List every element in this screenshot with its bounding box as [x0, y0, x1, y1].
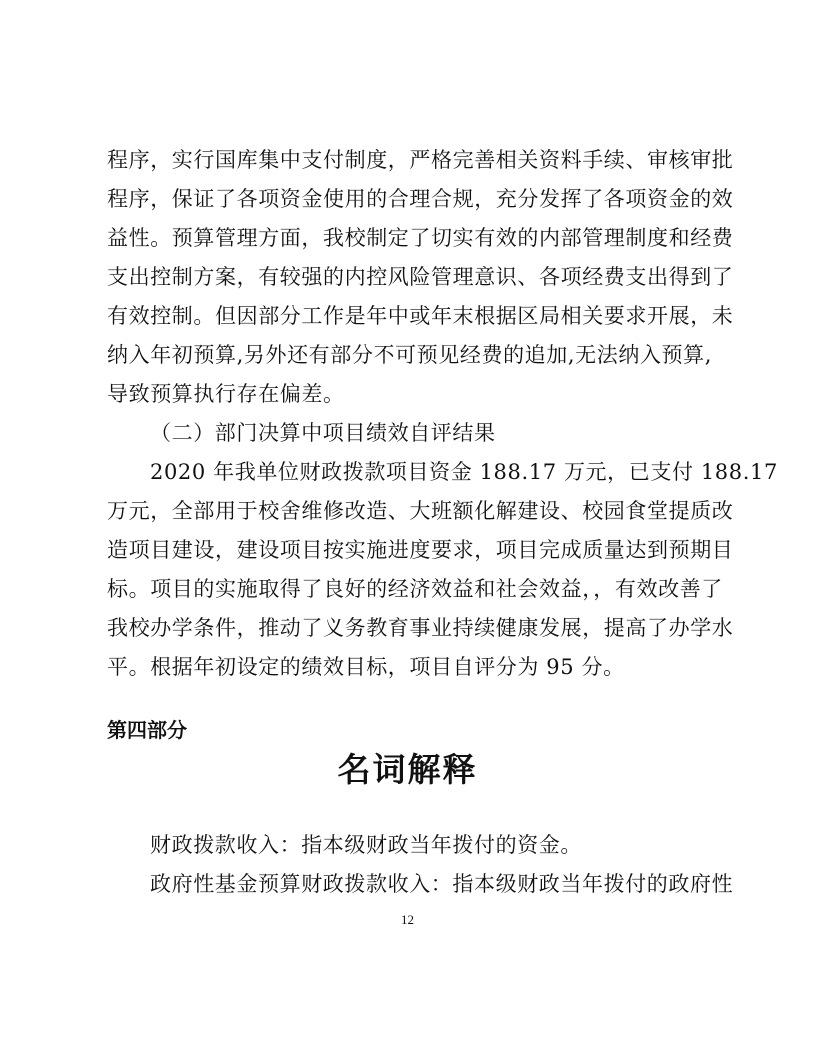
paragraph-line: 有效控制。但因部分工作是年中或年末根据区局相关要求开展，未 — [107, 304, 734, 328]
paragraph-line: 造项目建设，建设项目按实施进度要求，项目完成质量达到预期目 — [107, 538, 734, 562]
paragraph-line: 支出控制方案，有较强的内控风险管理意识、各项经费支出得到了 — [107, 265, 734, 289]
part-label: 第四部分 — [107, 718, 187, 742]
paragraph-line: 2020 年我单位财政拨款项目资金 188.17 万元，已支付 188.17 — [150, 460, 778, 484]
paragraph-line: 益性。预算管理方面，我校制定了切实有效的内部管理制度和经费 — [107, 226, 734, 250]
paragraph-line: 标。项目的实施取得了良好的经济效益和社会效益，，有效改善了 — [107, 577, 723, 601]
definition-line: 政府性基金预算财政拨款收入：指本级财政当年拨付的政府性 — [150, 872, 734, 896]
page-number: 12 — [401, 912, 414, 927]
paragraph-line: 导致预算执行存在偏差。 — [107, 382, 345, 406]
paragraph-line: 纳入年初预算,另外还有部分不可预见经费的追加,无法纳入预算, — [107, 343, 713, 367]
sub-heading: （二）部门决算中项目绩效自评结果 — [150, 421, 496, 445]
definition-line: 财政拨款收入：指本级财政当年拨付的资金。 — [150, 833, 582, 857]
paragraph-line: 万元，全部用于校舍维修改造、大班额化解建设、校园食堂提质改 — [107, 499, 734, 523]
paragraph-line: 程序，保证了各项资金使用的合理合规，充分发挥了各项资金的效 — [107, 187, 734, 211]
paragraph-line: 平。根据年初设定的绩效目标，项目自评分为 95 分。 — [107, 655, 625, 679]
paragraph-line: 我校办学条件，推动了义务教育事业持续健康发展，提高了办学水 — [107, 616, 734, 640]
section-title: 名词解释 — [337, 750, 478, 789]
paragraph-line: 程序，实行国库集中支付制度，严格完善相关资料手续、审核审批 — [107, 148, 734, 172]
